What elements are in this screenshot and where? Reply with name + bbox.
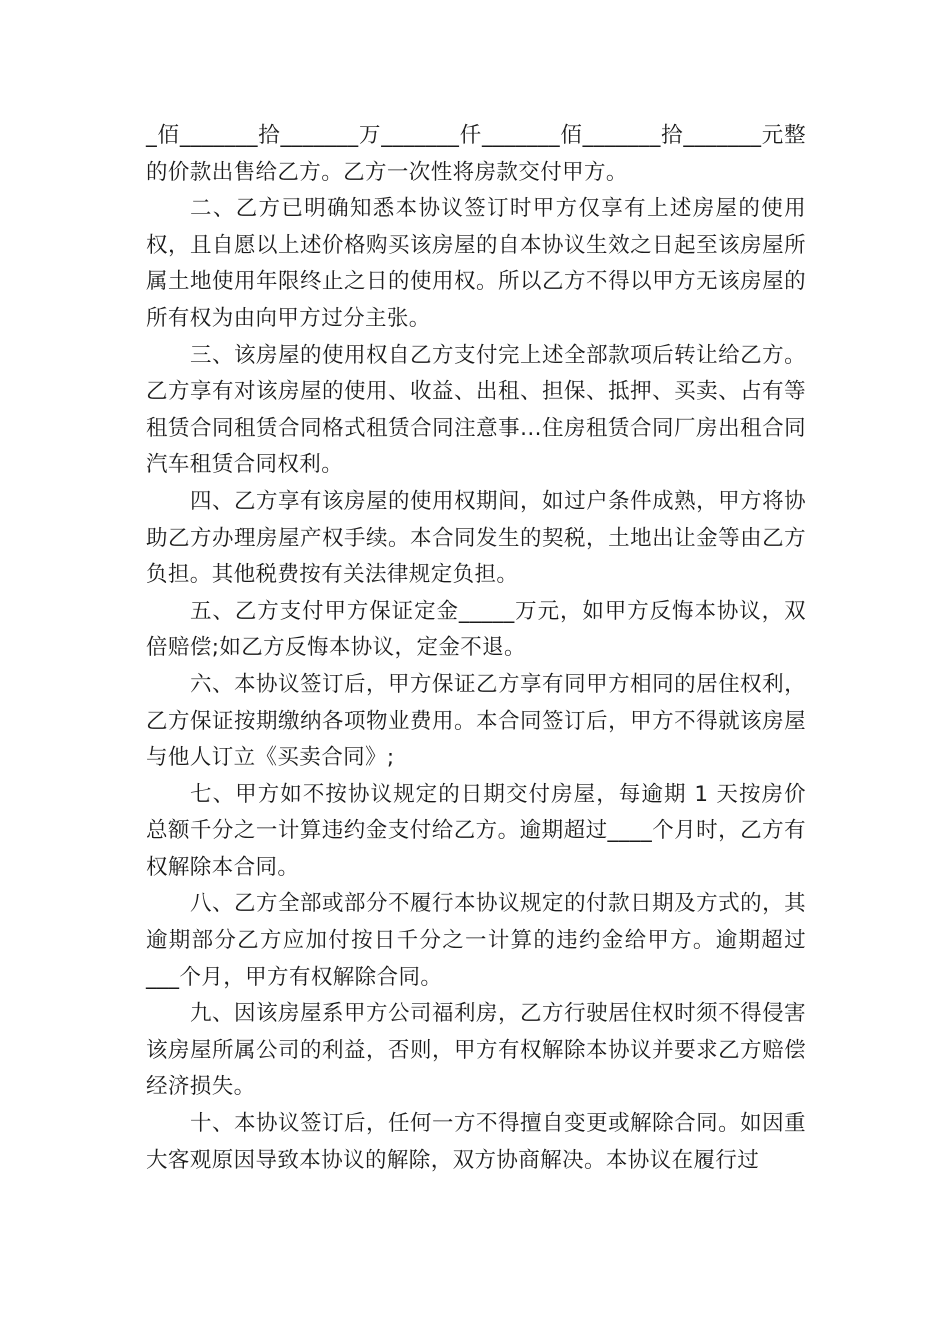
clause-7-delivery-penalty: 七、甲方如不按协议规定的日期交付房屋，每逾期 1 天按房价总额千分之一计算违约金支付给乙方。逾期超过____个月时，乙方有权解除本合同。 [146,781,806,880]
clause-9-welfare-housing: 九、因该房屋系甲方公司福利房，乙方行驶居住权时须不得侵害该房屋所属公司的利益，否则，甲方有权解除本协议并要求乙方赔偿经济损失。 [146,1001,806,1100]
clause-6-residence-right: 六、本协议签订后，甲方保证乙方享有同甲方相同的居住权利，乙方保证按期缴纳各项物业费用。本合同签订后，甲方不得就该房屋与他人订立《买卖合同》; [146,671,806,771]
clause-2-usage-right: 二、乙方已明确知悉本协议签订时甲方仅享有上述房屋的使用权，且自愿以上述价格购买该房屋的自本协议生效之日起至该房屋所属土地使用年限终止之日的使用权。所以乙方不得以甲方无该房屋的所有权为由向甲方过分主张。 [146,196,806,331]
clause-price-continuation: _佰_______拾_______万_______仟_______佰_______拾_______元整的价款出售给乙方。乙方一次性将房款交付甲方。 [146,123,806,185]
clause-3-transfer: 三、该房屋的使用权自乙方支付完上述全部款项后转让给乙方。乙方享有对该房屋的使用、收益、出租、担保、抵押、买卖、占有等租赁合同租赁合同格式租赁合同注意事...住房租赁合同厂房出租合同汽车租赁合同权利。 [146,342,806,478]
clause-4-property-title: 四、乙方享有该房屋的使用权期间，如过户条件成熟，甲方将协助乙方办理房屋产权手续。本合同发生的契税，土地出让金等由乙方负担。其他税费按有关法律规定负担。 [146,488,806,588]
clause-5-deposit: 五、乙方支付甲方保证定金_____万元，如甲方反悔本协议，双倍赔偿;如乙方反悔本协议，定金不退。 [146,598,806,661]
document-body [146,118,806,1179]
clause-10-no-modification: 十、本协议签订后，任何一方不得擅自变更或解除合同。如因重大客观原因导致本协议的解除，双方协商解决。本协议在履行过 [146,1111,806,1173]
clause-8-payment-penalty: 八、乙方全部或部分不履行本协议规定的付款日期及方式的，其逾期部分乙方应加付按日千分之一计算的违约金给甲方。逾期超过___个月，甲方有权解除合同。 [146,891,806,990]
